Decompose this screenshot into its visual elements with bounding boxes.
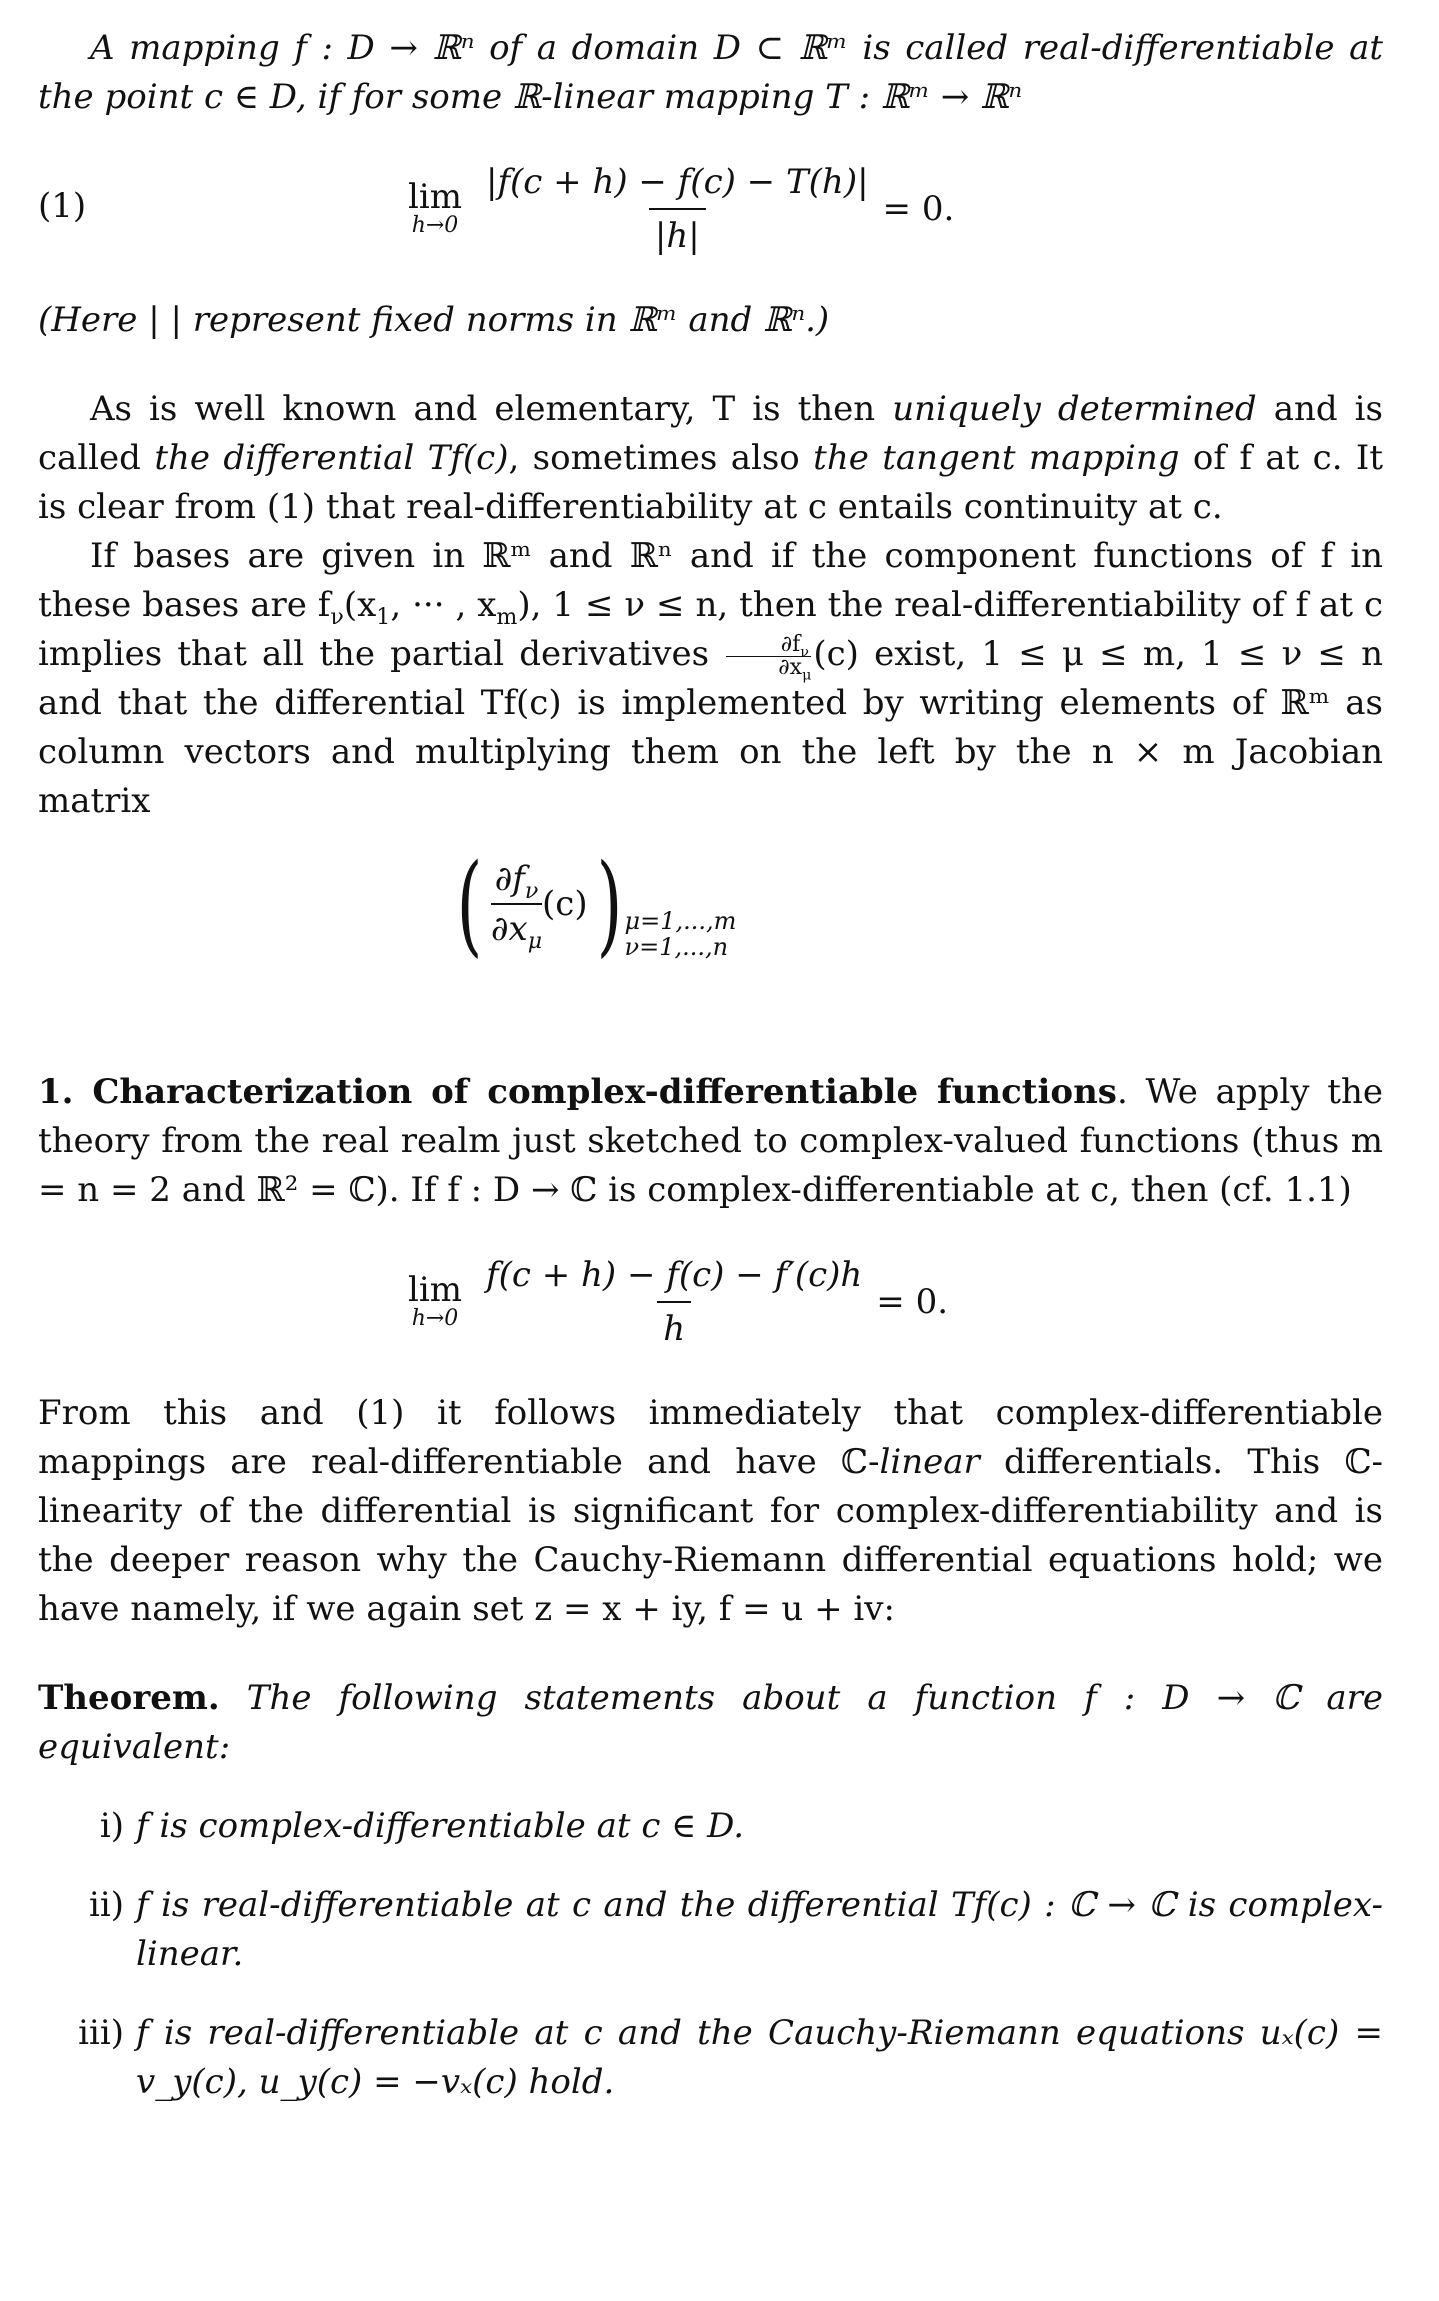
text-run: From this and (1) it follows immediately that complex-differentiable mappings are real-differentiable and have ℂ- <box>38 1393 1383 1482</box>
jacobian-arg: (c) <box>542 883 588 924</box>
fraction-denominator: |h| <box>649 208 706 256</box>
bases-paragraph <box>38 532 1383 826</box>
pd-denominator: ∂x <box>778 654 803 680</box>
jacobian-denominator: ∂x <box>490 909 528 949</box>
definition-paragraph: A mapping f : D → ℝⁿ of a domain D ⊂ ℝᵐ is called real-differentiable at the point c ∈ D, if for some ℝ-linear mapping T : ℝᵐ → ℝⁿ <box>38 28 1383 117</box>
subscript: μ <box>802 666 812 683</box>
equation-rhs: = 0. <box>876 1281 949 1322</box>
list-item <box>38 1881 1383 1979</box>
text-run: If bases are given in ℝᵐ and ℝⁿ and if the component functions of f in these bases are f <box>38 536 1383 625</box>
section-1-paragraph <box>38 1068 1383 1215</box>
emphasis: linear <box>879 1442 980 1482</box>
emphasis: the tangent mapping <box>813 438 1180 478</box>
lim-text: lim <box>408 1270 462 1310</box>
item-label: i) <box>99 1806 124 1846</box>
index-mu: μ=1,...,m <box>624 907 737 935</box>
subscript: 1 <box>376 603 391 630</box>
index-nu: ν=1,...,n <box>624 933 729 961</box>
subscript: μ <box>527 927 543 954</box>
text-run: , sometimes also <box>508 438 814 478</box>
text-run: . We apply the theory from the real realm just sketched to complex-valued functions (thus m = n = 2 and ℝ² = ℂ). If f : D → ℂ is complex-differentiable at c, then (cf. 1.1) <box>38 1072 1383 1210</box>
subscript: ν <box>524 877 539 904</box>
limit-operator <box>408 1270 462 1331</box>
theorem-list <box>38 1802 1383 2107</box>
fraction <box>480 1255 868 1349</box>
equation-2 <box>38 1237 1383 1367</box>
limit-operator <box>408 177 462 238</box>
item-text: f is real-differentiable at c and the differential Tf(c) : ℂ → ℂ is complex-linear. <box>136 1885 1383 1974</box>
right-paren: ) <box>596 840 622 968</box>
pd-numerator: ∂f <box>780 631 801 657</box>
list-item <box>38 2009 1383 2107</box>
text-run: differentials. This ℂ-linearity of the differential is significant for complex-differentiability and is the deeper reason why the Cauchy-Riemann differential equations hold; we have namely, if we again set z = x + iy, f = u + iv: <box>38 1442 1383 1629</box>
item-text: f is complex-differentiable at c ∈ D. <box>136 1806 745 1846</box>
theorem-text: The following statements about a function f : D → ℂ are equivalent: <box>38 1678 1383 1767</box>
equation-rhs: = 0. <box>882 188 955 229</box>
page <box>38 24 1383 2107</box>
equation-number: (1) <box>38 186 87 226</box>
jacobian-fraction <box>490 859 543 954</box>
fraction-denominator: h <box>657 1301 691 1349</box>
norm-note: (Here | | represent fixed norms in ℝᵐ and ℝⁿ.) <box>38 300 830 340</box>
text-run: ), 1 ≤ ν ≤ n, then the real-differentiability of f at c implies that all the partial derivatives <box>38 585 1383 674</box>
item-label: iii) <box>78 2013 124 2053</box>
item-text: f is real-differentiable at c and the Cauchy-Riemann equations uₓ(c) = v_y(c), u_y(c) = −vₓ(c) hold. <box>136 2013 1383 2102</box>
text-run: of f at c. It is clear from (1) that real-differentiability at c entails continuity at c. <box>38 438 1383 527</box>
partial-derivative <box>726 631 812 683</box>
subscript: ν <box>330 603 344 630</box>
theorem-statement <box>38 1674 1383 1772</box>
emphasis: the differential Tf(c) <box>154 438 509 478</box>
text-run: (x <box>343 585 377 625</box>
theorem-label: Theorem. <box>38 1678 220 1718</box>
lim-text: lim <box>408 177 462 217</box>
linearity-paragraph <box>38 1389 1383 1634</box>
left-paren: ( <box>456 840 483 968</box>
fraction-numerator: f(c + h) − f(c) − f′(c)h <box>486 1255 863 1295</box>
fraction-numerator: |f(c + h) − f(c) − T(h)| <box>486 162 869 202</box>
list-item <box>38 1802 1383 1851</box>
emphasis: uniquely determined <box>892 389 1257 429</box>
equation-1 <box>38 144 1383 274</box>
jacobian-numerator: ∂f <box>494 859 525 899</box>
text-run: (c) exist, 1 ≤ μ ≤ m, 1 ≤ ν ≤ n and that the differential Tf(c) is implemented by writing elements of ℝᵐ as column vectors and multiplying them on the left by the n × m Jacobian matrix <box>38 634 1383 821</box>
lim-subscript: h→0 <box>411 213 459 238</box>
fraction <box>480 162 875 256</box>
item-label: ii) <box>88 1885 124 1925</box>
text-run: and is called <box>38 389 1384 478</box>
subscript: m <box>496 603 518 630</box>
text-run: , ··· , x <box>390 585 497 625</box>
jacobian-indices <box>625 908 737 960</box>
subscript: ν <box>800 643 809 660</box>
differential-paragraph <box>38 385 1383 532</box>
section-heading: 1. Characterization of complex-differentiable functions <box>38 1072 1117 1112</box>
text-run: As is well known and elementary, T is then <box>90 389 893 429</box>
jacobian-matrix <box>38 840 1383 998</box>
lim-subscript: h→0 <box>411 1306 459 1331</box>
